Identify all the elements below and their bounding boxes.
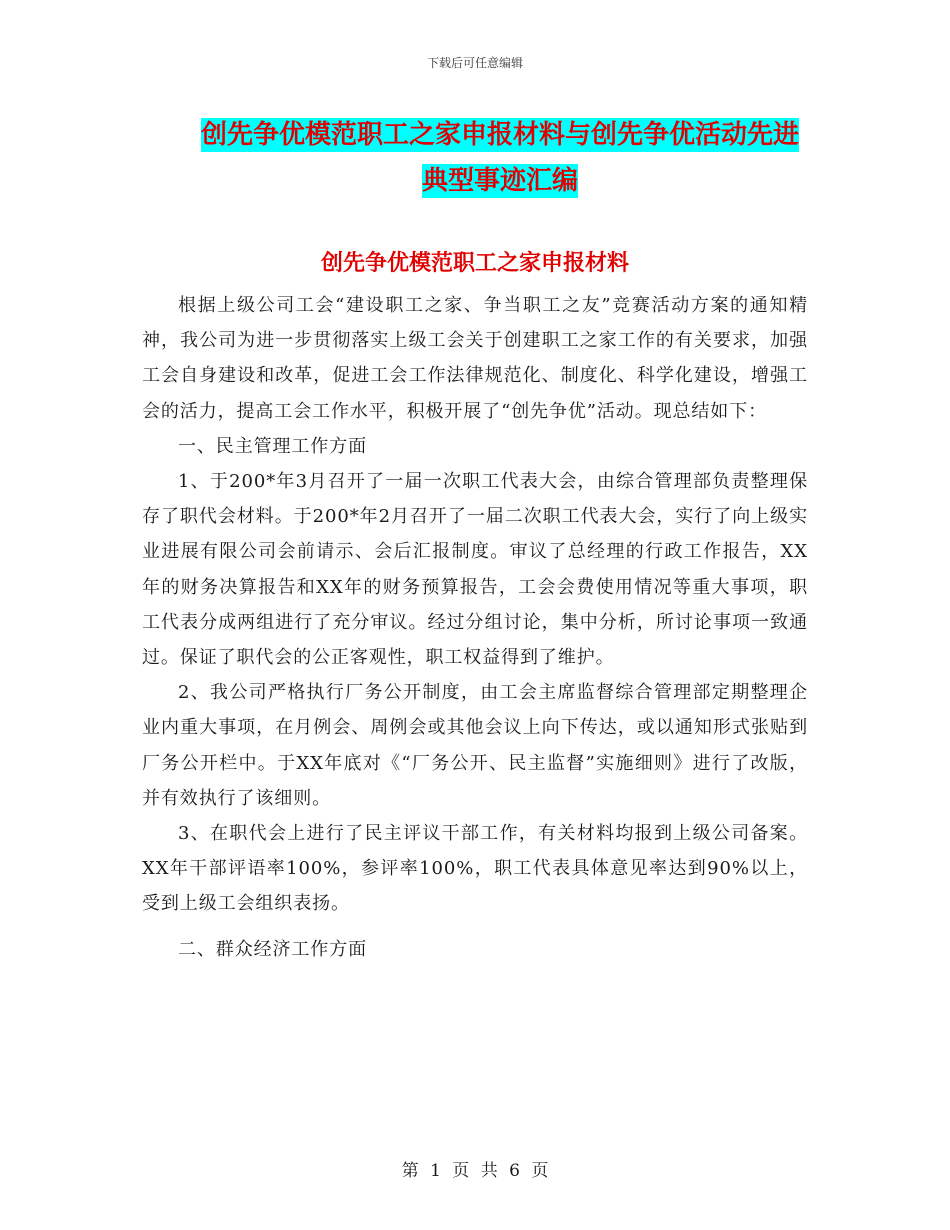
paragraph-item-2: 2、我公司严格执行厂务公开制度，由工会主席监督综合管理部定期整理企业内重大事项，在月例会、周例会或其他会议上向下传达，或以通知形式张贴到厂务公开栏中。于XX年底对《“厂务公开、民主监督”实施细则》进行了改版，并有效执行了该细则。 xyxy=(142,682,808,809)
heading-economic-work: 二、群众经济工作方面 xyxy=(178,938,367,960)
title-line-2: 典型事迹汇编 xyxy=(421,166,578,196)
paragraph-intro: 根据上级公司工会“建设职工之家、争当职工之友”竞赛活动方案的通知精神，我公司为进一步贯彻落实上级工会关于创建职工之家工作的有关要求，加强工会自身建设和改革，促进工会工作法律规范化、制度化、科学化建设，增强工会的活力，提高工会工作水平，积极开展了“创先争优”活动。现总结如下： xyxy=(142,295,808,422)
paragraph-item-1: 1、于200*年3月召开了一届一次职工代表大会，由综合管理部负责整理保存了职代会材料。于200*年2月召开了一届二次职工代表大会，实行了向上级实业进展有限公司会前请示、会后汇报制度。审议了总经理的行政工作报告，XX年的财务决算报告和XX年的财务预算报告，工会会费使用情况等重大事项，职工代表分成两组进行了充分审议。经过分组讨论，集中分析，所讨论事项一致通过。保证了职代会的公正客观性，职工权益得到了维护。 xyxy=(142,471,808,669)
paragraph-item-3: 3、在职代会上进行了民主评议干部工作，有关材料均报到上级公司备案。XX年干部评语率100%，参评率100%，职工代表具体意见率达到90%以上，受到上级工会组织表扬。 xyxy=(142,823,808,915)
page-footer: 第 1 页 共 6 页 xyxy=(401,1161,549,1181)
document-body xyxy=(142,288,808,967)
header-note: 下载后可任意编辑 xyxy=(426,56,523,70)
document-title xyxy=(140,112,860,204)
section-title: 创先争优模范职工之家申报材料 xyxy=(320,251,629,276)
title-line-1: 创先争优模范职工之家申报材料与创先争优活动先进 xyxy=(200,120,799,150)
heading-democratic-management: 一、民主管理工作方面 xyxy=(178,435,367,457)
